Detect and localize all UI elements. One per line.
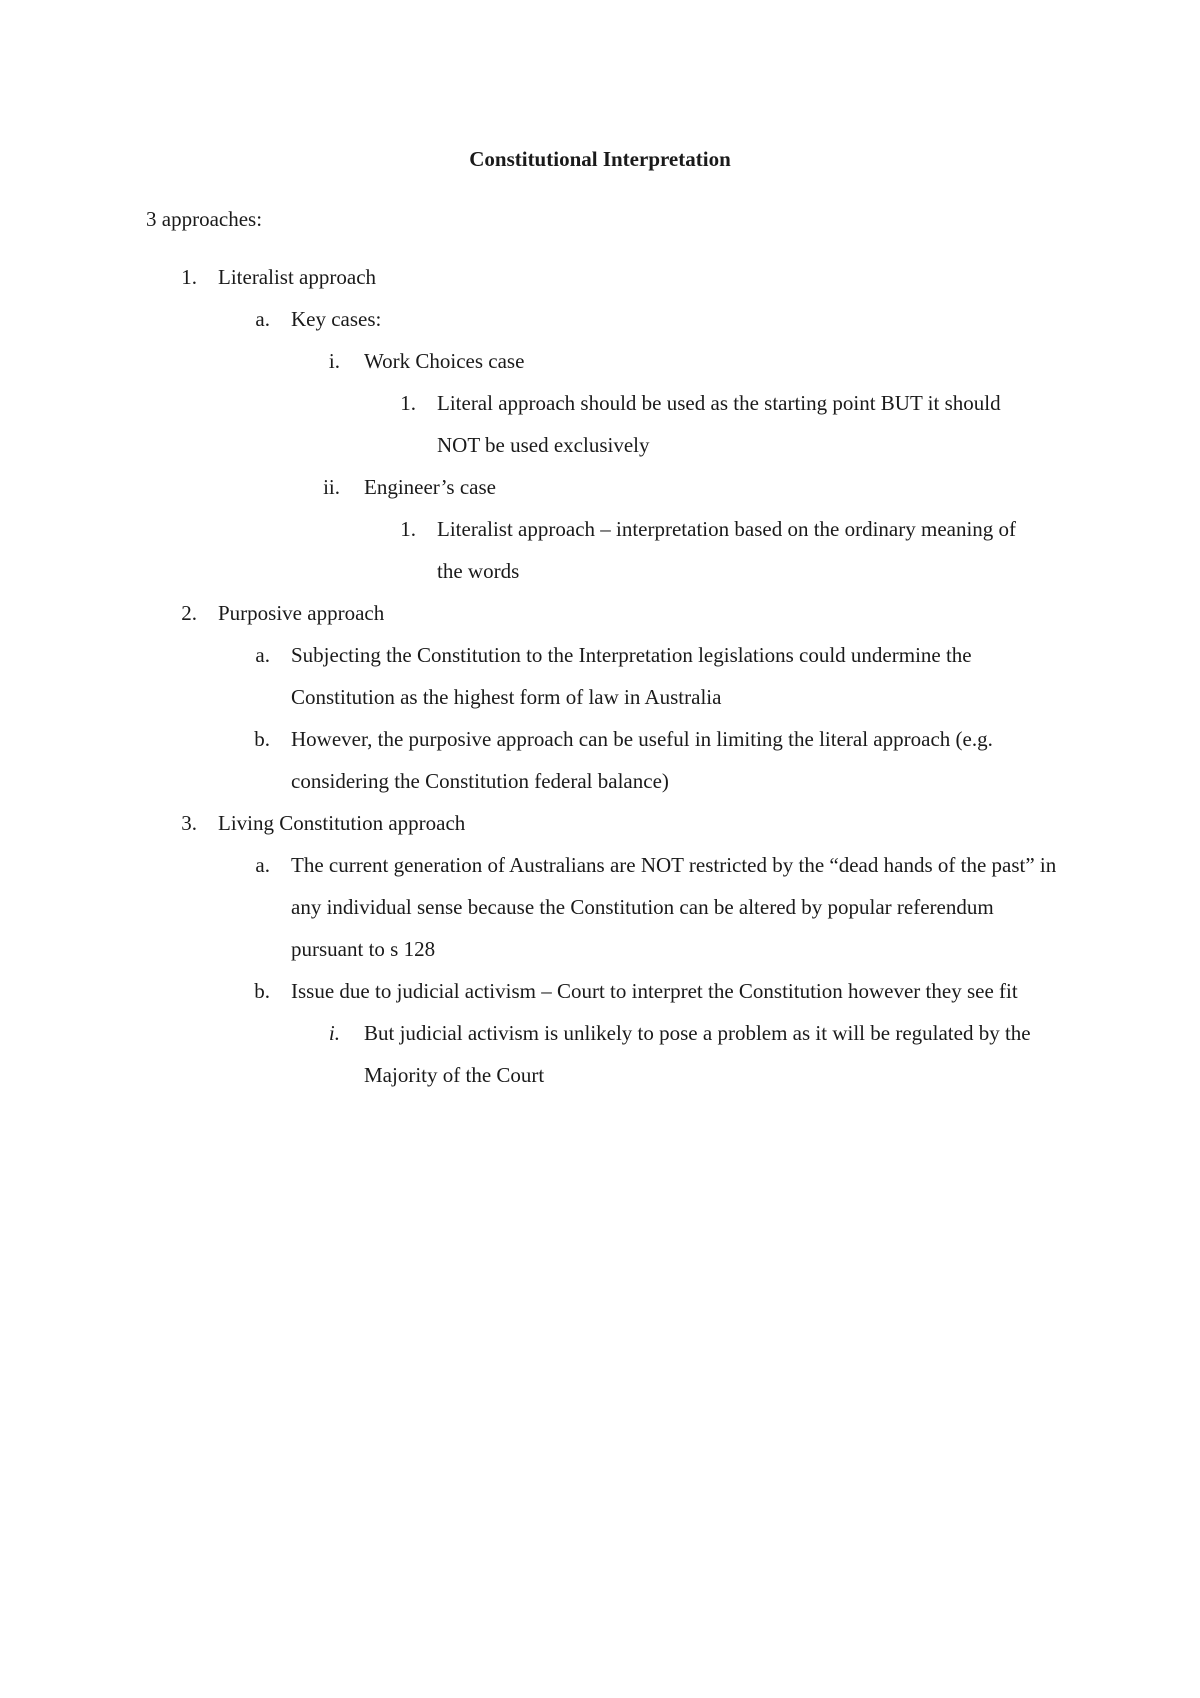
list-item-text: But judicial activism is unlikely to pose a problem as it will be regulated by the Majority of the Court [364,1021,1031,1087]
list-marker: 1. [181,265,197,289]
document-title: Constitutional Interpretation [469,147,731,171]
list-marker: 1. [400,391,416,415]
list-item-text: Issue due to judicial activism – Court to interpret the Constitution however they see fit [291,979,1018,1003]
list-item [0,802,1200,844]
list-item [0,298,1200,340]
list-item [0,844,1200,970]
list-marker: 3. [181,811,197,835]
list-marker: i. [328,1021,340,1045]
list-item-text: Purposive approach [218,601,385,625]
list-marker: b. [254,727,270,751]
list-marker: 2. [181,601,197,625]
list-marker: i. [328,349,340,373]
list-item [0,340,1200,382]
list-item [0,634,1200,718]
list-item-text: Literalist approach [218,265,377,289]
list-item [0,970,1200,1012]
list-marker: a. [255,307,270,331]
list-item-text: Engineer’s case [364,475,496,499]
list-item [0,382,1200,466]
list-item-text: Key cases: [291,307,382,331]
list-item [0,466,1200,508]
list-item [0,256,1200,298]
list-item-text: Living Constitution approach [218,811,466,835]
list-item [0,1012,1200,1096]
intro-line: 3 approaches: [146,207,263,231]
list-item-text: Literal approach should be used as the starting point BUT it should NOT be used exclusively [437,391,1001,457]
list-item [0,592,1200,634]
list-item [0,508,1200,592]
list-marker: 1. [400,517,416,541]
list-marker: b. [254,979,270,1003]
list-marker: a. [255,643,270,667]
list-item-text: However, the purposive approach can be useful in limiting the literal approach (e.g. considering the Constitution federal balance) [291,727,993,793]
list-marker: ii. [323,475,340,499]
list-item-text: The current generation of Australians are NOT restricted by the “dead hands of the past” in any individual sense because the Constitution can be altered by popular referendum pursuant to s 128 [291,853,1057,961]
outline-list [0,256,1200,1096]
list-item [0,718,1200,802]
list-item-text: Work Choices case [364,349,525,373]
list-item-text: Literalist approach – interpretation based on the ordinary meaning of the words [437,517,1017,583]
list-marker: a. [255,853,270,877]
list-item-text: Subjecting the Constitution to the Interpretation legislations could undermine the Constitution as the highest form of law in Australia [291,643,972,709]
